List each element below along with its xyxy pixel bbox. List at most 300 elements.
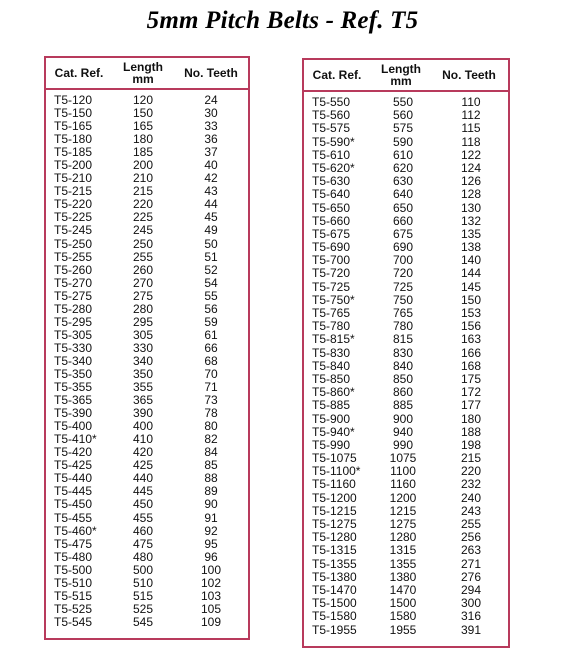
teeth-cell: 66 <box>204 340 218 355</box>
table-row <box>304 188 508 201</box>
header-length: Length mm <box>123 60 163 86</box>
cat-ref-cell: T5-560 <box>312 108 351 123</box>
teeth-cell: 243 <box>460 503 482 518</box>
table-row <box>46 603 248 616</box>
length-cell: 1100 <box>390 464 416 479</box>
cat-ref-cell: T5-650 <box>312 200 351 215</box>
table-row <box>304 624 508 637</box>
teeth-cell: 105 <box>200 601 222 616</box>
length-cell: 610 <box>392 147 414 162</box>
cat-ref-cell: T5-1075 <box>312 451 357 466</box>
teeth-cell: 78 <box>204 406 218 421</box>
teeth-cell: 50 <box>204 236 218 251</box>
cat-ref-cell: T5-440 <box>54 471 93 486</box>
table-row <box>304 149 508 162</box>
cat-ref-cell: T5-200 <box>54 158 93 173</box>
length-cell: 215 <box>132 184 154 199</box>
teeth-cell: 240 <box>460 490 482 505</box>
length-cell: 340 <box>132 353 154 368</box>
cat-ref-cell: T5-675 <box>312 226 351 241</box>
length-cell: 1275 <box>389 517 417 531</box>
length-cell: 1580 <box>389 609 417 624</box>
length-cell: 990 <box>392 437 414 452</box>
teeth-cell: 33 <box>204 119 218 134</box>
teeth-cell: 153 <box>460 306 482 320</box>
teeth-cell: 168 <box>460 358 482 373</box>
cat-ref-cell: T5-1355 <box>312 556 357 571</box>
table-row <box>304 215 508 228</box>
length-cell: 510 <box>132 575 154 590</box>
cat-ref-cell: T5-410* <box>54 432 97 447</box>
table-row <box>304 478 508 491</box>
cat-ref-cell: T5-475 <box>54 536 93 551</box>
cat-ref-cell: T5-445 <box>54 484 93 499</box>
header-length: Length mm <box>381 62 421 88</box>
cat-ref-cell: T5-1470 <box>312 582 357 597</box>
table-row <box>304 347 508 360</box>
teeth-cell: 102 <box>200 575 222 590</box>
cat-ref-cell: T5-840 <box>312 358 351 373</box>
length-cell: 260 <box>132 262 154 277</box>
teeth-cell: 118 <box>461 134 481 149</box>
length-cell: 180 <box>132 132 154 147</box>
length-cell: 840 <box>392 358 414 373</box>
teeth-cell: 73 <box>204 393 218 408</box>
cat-ref-cell: T5-165 <box>54 119 93 134</box>
length-cell: 675 <box>392 226 414 241</box>
cat-ref-cell: T5-400 <box>54 419 93 434</box>
cat-ref-cell: T5-850 <box>312 371 351 386</box>
length-cell: 515 <box>132 588 154 603</box>
teeth-cell: 59 <box>204 314 218 329</box>
teeth-cell: 90 <box>204 497 218 512</box>
cat-ref-cell: T5-425 <box>54 458 93 473</box>
teeth-cell: 232 <box>460 477 482 492</box>
teeth-cell: 85 <box>204 458 218 473</box>
cat-ref-cell: T5-1275 <box>312 517 357 531</box>
cat-ref-cell: T5-280 <box>54 301 93 316</box>
cat-ref-cell: T5-455 <box>54 510 93 525</box>
cat-ref-cell: T5-355 <box>54 380 93 395</box>
table-row <box>304 360 508 373</box>
teeth-cell: 82 <box>204 432 218 447</box>
length-cell: 1075 <box>389 451 417 466</box>
cat-ref-cell: T5-1100* <box>312 464 361 479</box>
cat-ref-cell: T5-260 <box>54 262 93 277</box>
length-cell: 1355 <box>389 556 417 571</box>
table-header <box>304 60 508 92</box>
length-cell: 545 <box>132 614 154 629</box>
length-cell: 295 <box>132 314 154 329</box>
length-cell: 575 <box>392 121 414 136</box>
teeth-cell: 128 <box>460 187 482 202</box>
table-row <box>304 558 508 571</box>
length-cell: 460 <box>132 523 154 538</box>
length-cell: 640 <box>392 187 414 202</box>
cat-ref-cell: T5-550 <box>312 95 351 109</box>
length-cell: 350 <box>132 366 154 381</box>
table-row <box>46 238 248 251</box>
cat-ref-cell: T5-1955 <box>312 622 357 637</box>
cat-ref-cell: T5-575 <box>312 121 351 136</box>
cat-ref-cell: T5-720 <box>312 266 351 281</box>
table-row <box>304 426 508 439</box>
table-row <box>304 267 508 280</box>
length-cell: 525 <box>132 601 154 616</box>
length-cell: 660 <box>392 213 414 228</box>
teeth-cell: 36 <box>204 132 218 147</box>
cat-ref-cell: T5-860* <box>312 385 355 400</box>
cat-ref-cell: T5-750* <box>312 292 355 307</box>
length-cell: 150 <box>132 106 154 121</box>
cat-ref-cell: T5-350 <box>54 366 93 381</box>
length-cell: 1500 <box>389 596 417 611</box>
table-row <box>46 590 248 603</box>
length-cell: 650 <box>392 200 414 215</box>
table-row <box>304 571 508 584</box>
length-cell: 410 <box>132 432 154 447</box>
length-cell: 1200 <box>389 490 417 505</box>
teeth-cell: 132 <box>460 213 482 228</box>
cat-ref-cell: T5-1580 <box>312 609 357 624</box>
length-cell: 445 <box>132 484 154 499</box>
table-row <box>46 538 248 551</box>
cat-ref-cell: T5-340 <box>54 353 93 368</box>
teeth-cell: 80 <box>204 419 218 434</box>
length-cell: 860 <box>392 385 414 400</box>
teeth-cell: 145 <box>460 279 482 294</box>
cat-ref-cell: T5-245 <box>54 223 93 238</box>
cat-ref-cell: T5-780 <box>312 319 351 334</box>
teeth-cell: 55 <box>204 288 218 303</box>
table-row <box>46 303 248 316</box>
teeth-cell: 56 <box>204 301 218 316</box>
cat-ref-cell: T5-515 <box>54 588 93 603</box>
table-row <box>304 281 508 294</box>
table-row <box>304 202 508 215</box>
table-row <box>46 512 248 525</box>
cat-ref-cell: T5-815* <box>312 332 355 347</box>
teeth-cell: 180 <box>460 411 482 426</box>
teeth-cell: 115 <box>461 121 481 136</box>
cat-ref-cell: T5-660 <box>312 213 351 228</box>
length-cell: 365 <box>132 393 154 408</box>
cat-ref-cell: T5-1160 <box>312 477 356 492</box>
teeth-cell: 220 <box>460 464 482 479</box>
teeth-cell: 294 <box>460 582 482 597</box>
teeth-cell: 138 <box>460 240 482 255</box>
teeth-cell: 24 <box>204 93 218 107</box>
length-cell: 1380 <box>389 569 417 584</box>
cat-ref-cell: T5-330 <box>54 340 93 355</box>
table-body <box>304 92 508 637</box>
table-row <box>46 551 248 564</box>
table-row <box>304 610 508 623</box>
teeth-cell: 71 <box>204 380 218 395</box>
teeth-cell: 84 <box>204 445 218 460</box>
teeth-cell: 276 <box>460 569 482 584</box>
teeth-cell: 150 <box>460 292 482 307</box>
cat-ref-cell: T5-900 <box>312 411 351 426</box>
cat-ref-cell: T5-460* <box>54 523 97 538</box>
length-cell: 560 <box>392 108 414 123</box>
table-row <box>304 333 508 346</box>
teeth-cell: 30 <box>204 106 218 121</box>
teeth-cell: 42 <box>204 171 218 186</box>
table-header <box>46 58 248 90</box>
length-cell: 200 <box>132 158 154 173</box>
teeth-cell: 166 <box>460 345 482 360</box>
teeth-cell: 52 <box>204 262 218 277</box>
teeth-cell: 177 <box>460 398 482 413</box>
table-row <box>46 251 248 264</box>
length-cell: 425 <box>132 458 154 473</box>
teeth-cell: 130 <box>460 200 482 215</box>
cat-ref-cell: T5-630 <box>312 174 351 189</box>
teeth-cell: 89 <box>204 484 218 499</box>
length-cell: 725 <box>392 279 414 294</box>
cat-ref-cell: T5-725 <box>312 279 351 294</box>
cat-ref-cell: T5-215 <box>54 184 93 199</box>
length-cell: 780 <box>392 319 414 334</box>
table-row <box>304 122 508 135</box>
teeth-cell: 135 <box>460 226 482 241</box>
length-cell: 455 <box>132 510 154 525</box>
table-row <box>304 544 508 557</box>
length-cell: 280 <box>132 301 154 316</box>
length-cell: 440 <box>132 471 154 486</box>
cat-ref-cell: T5-525 <box>54 601 93 616</box>
length-cell: 275 <box>132 288 154 303</box>
teeth-cell: 188 <box>460 424 482 439</box>
cat-ref-cell: T5-275 <box>54 288 93 303</box>
teeth-cell: 96 <box>204 549 218 564</box>
length-cell: 1315 <box>389 543 417 558</box>
cat-ref-cell: T5-765 <box>312 306 351 320</box>
cat-ref-cell: T5-1280 <box>312 530 357 545</box>
cat-ref-cell: T5-1500 <box>312 596 357 611</box>
table-row <box>46 224 248 237</box>
cat-ref-cell: T5-225 <box>54 210 93 225</box>
teeth-cell: 172 <box>460 385 482 400</box>
cat-ref-cell: T5-305 <box>54 327 93 342</box>
teeth-cell: 256 <box>460 530 482 545</box>
cat-ref-cell: T5-150 <box>54 106 93 121</box>
length-cell: 245 <box>132 223 154 238</box>
teeth-cell: 68 <box>204 353 218 368</box>
table-row <box>46 277 248 290</box>
left-belt-table <box>44 56 250 640</box>
table-row <box>304 136 508 149</box>
table-row <box>46 577 248 590</box>
length-cell: 220 <box>132 197 154 212</box>
teeth-cell: 271 <box>460 556 482 571</box>
teeth-cell: 100 <box>200 562 222 577</box>
cat-ref-cell: T5-185 <box>54 145 93 160</box>
length-cell: 120 <box>132 93 154 107</box>
length-cell: 270 <box>132 275 154 290</box>
right-belt-table <box>302 58 510 648</box>
length-cell: 720 <box>392 266 414 281</box>
teeth-cell: 95 <box>204 536 218 551</box>
length-cell: 750 <box>392 292 414 307</box>
cat-ref-cell: T5-180 <box>54 132 93 147</box>
table-row <box>304 399 508 412</box>
page-title: 5mm Pitch Belts - Ref. T5 <box>146 7 419 34</box>
length-cell: 850 <box>392 371 414 386</box>
cat-ref-cell: T5-210 <box>54 171 93 186</box>
teeth-cell: 140 <box>460 253 482 268</box>
teeth-cell: 103 <box>200 588 222 603</box>
length-cell: 830 <box>392 345 414 360</box>
cat-ref-cell: T5-365 <box>54 393 93 408</box>
teeth-cell: 144 <box>460 266 482 281</box>
length-cell: 480 <box>132 549 154 564</box>
length-cell: 885 <box>392 398 414 413</box>
teeth-cell: 61 <box>204 327 218 342</box>
length-cell: 1215 <box>389 503 417 518</box>
teeth-cell: 43 <box>204 184 218 199</box>
cat-ref-cell: T5-830 <box>312 345 351 360</box>
table-row <box>46 616 248 629</box>
cat-ref-cell: T5-640 <box>312 187 351 202</box>
length-cell: 185 <box>132 145 154 160</box>
cat-ref-cell: T5-620* <box>312 160 355 175</box>
header-teeth: No. Teeth <box>442 68 496 82</box>
teeth-cell: 54 <box>204 275 218 290</box>
length-cell: 500 <box>132 562 154 577</box>
teeth-cell: 44 <box>204 197 218 212</box>
teeth-cell: 391 <box>460 622 482 637</box>
table-row <box>46 564 248 577</box>
length-cell: 355 <box>132 380 154 395</box>
teeth-cell: 163 <box>460 332 482 347</box>
teeth-cell: 112 <box>461 108 481 123</box>
teeth-cell: 51 <box>204 249 218 264</box>
length-cell: 400 <box>132 419 154 434</box>
teeth-cell: 70 <box>204 366 218 381</box>
table-row <box>46 329 248 342</box>
length-cell: 255 <box>132 249 154 264</box>
length-cell: 210 <box>132 171 154 186</box>
length-cell: 330 <box>132 340 154 355</box>
length-cell: 620 <box>392 160 414 175</box>
length-cell: 225 <box>132 210 154 225</box>
cat-ref-cell: T5-120 <box>54 93 93 107</box>
teeth-cell: 91 <box>204 510 218 525</box>
length-cell: 305 <box>132 327 154 342</box>
cat-ref-cell: T5-545 <box>54 614 93 629</box>
cat-ref-cell: T5-610 <box>312 147 351 162</box>
cat-ref-cell: T5-420 <box>54 445 93 460</box>
length-cell: 815 <box>392 332 414 347</box>
table-row <box>304 413 508 426</box>
teeth-cell: 175 <box>460 371 482 386</box>
cat-ref-cell: T5-500 <box>54 562 93 577</box>
table-row <box>46 498 248 511</box>
length-cell: 450 <box>132 497 154 512</box>
teeth-cell: 88 <box>204 471 218 486</box>
teeth-cell: 37 <box>204 145 218 160</box>
teeth-cell: 109 <box>200 614 222 629</box>
cat-ref-cell: T5-390 <box>54 406 93 421</box>
cat-ref-cell: T5-450 <box>54 497 93 512</box>
cat-ref-cell: T5-1380 <box>312 569 357 584</box>
cat-ref-cell: T5-590* <box>312 134 355 149</box>
cat-ref-cell: T5-940* <box>312 424 355 439</box>
length-cell: 550 <box>392 95 414 109</box>
teeth-cell: 49 <box>204 223 218 238</box>
length-cell: 1280 <box>389 530 417 545</box>
length-cell: 940 <box>392 424 414 439</box>
cat-ref-cell: T5-1315 <box>312 543 357 558</box>
teeth-cell: 198 <box>460 437 482 452</box>
length-cell: 250 <box>132 236 154 251</box>
cat-ref-cell: T5-255 <box>54 249 93 264</box>
cat-ref-cell: T5-220 <box>54 197 93 212</box>
teeth-cell: 300 <box>460 596 482 611</box>
teeth-cell: 126 <box>460 174 482 189</box>
cat-ref-cell: T5-690 <box>312 240 351 255</box>
teeth-cell: 92 <box>204 523 218 538</box>
table-row <box>46 290 248 303</box>
cat-ref-cell: T5-990 <box>312 437 351 452</box>
header-cat-ref: Cat. Ref. <box>312 68 362 82</box>
table-row <box>46 316 248 329</box>
length-cell: 630 <box>392 174 414 189</box>
teeth-cell: 124 <box>460 160 482 175</box>
length-cell: 590 <box>392 134 414 149</box>
length-cell: 765 <box>392 306 414 320</box>
cat-ref-cell: T5-700 <box>312 253 351 268</box>
teeth-cell: 122 <box>460 147 482 162</box>
length-cell: 420 <box>132 445 154 460</box>
cat-ref-cell: T5-250 <box>54 236 93 251</box>
length-cell: 1160 <box>390 477 416 492</box>
cat-ref-cell: T5-480 <box>54 549 93 564</box>
length-cell: 1470 <box>389 582 417 597</box>
teeth-cell: 45 <box>204 210 218 225</box>
teeth-cell: 215 <box>460 451 482 466</box>
cat-ref-cell: T5-885 <box>312 398 351 413</box>
teeth-cell: 40 <box>204 158 218 173</box>
length-cell: 390 <box>132 406 154 421</box>
cat-ref-cell: T5-510 <box>54 575 93 590</box>
cat-ref-cell: T5-295 <box>54 314 93 329</box>
cat-ref-cell: T5-270 <box>54 275 93 290</box>
length-cell: 700 <box>392 253 414 268</box>
teeth-cell: 156 <box>460 319 482 334</box>
length-cell: 1955 <box>389 622 417 637</box>
table-body <box>46 90 248 629</box>
table-row <box>304 492 508 505</box>
header-teeth: No. Teeth <box>184 66 238 80</box>
teeth-cell: 255 <box>460 517 482 531</box>
table-row <box>46 264 248 277</box>
length-cell: 900 <box>392 411 414 426</box>
teeth-cell: 316 <box>460 609 482 624</box>
teeth-cell: 110 <box>461 95 481 109</box>
length-cell: 475 <box>132 536 154 551</box>
header-cat-ref: Cat. Ref. <box>54 66 104 80</box>
teeth-cell: 263 <box>460 543 482 558</box>
cat-ref-cell: T5-1200 <box>312 490 357 505</box>
length-cell: 690 <box>392 240 414 255</box>
length-cell: 165 <box>132 119 154 134</box>
table-row <box>46 342 248 355</box>
cat-ref-cell: T5-1215 <box>312 503 357 518</box>
table-row <box>46 525 248 538</box>
